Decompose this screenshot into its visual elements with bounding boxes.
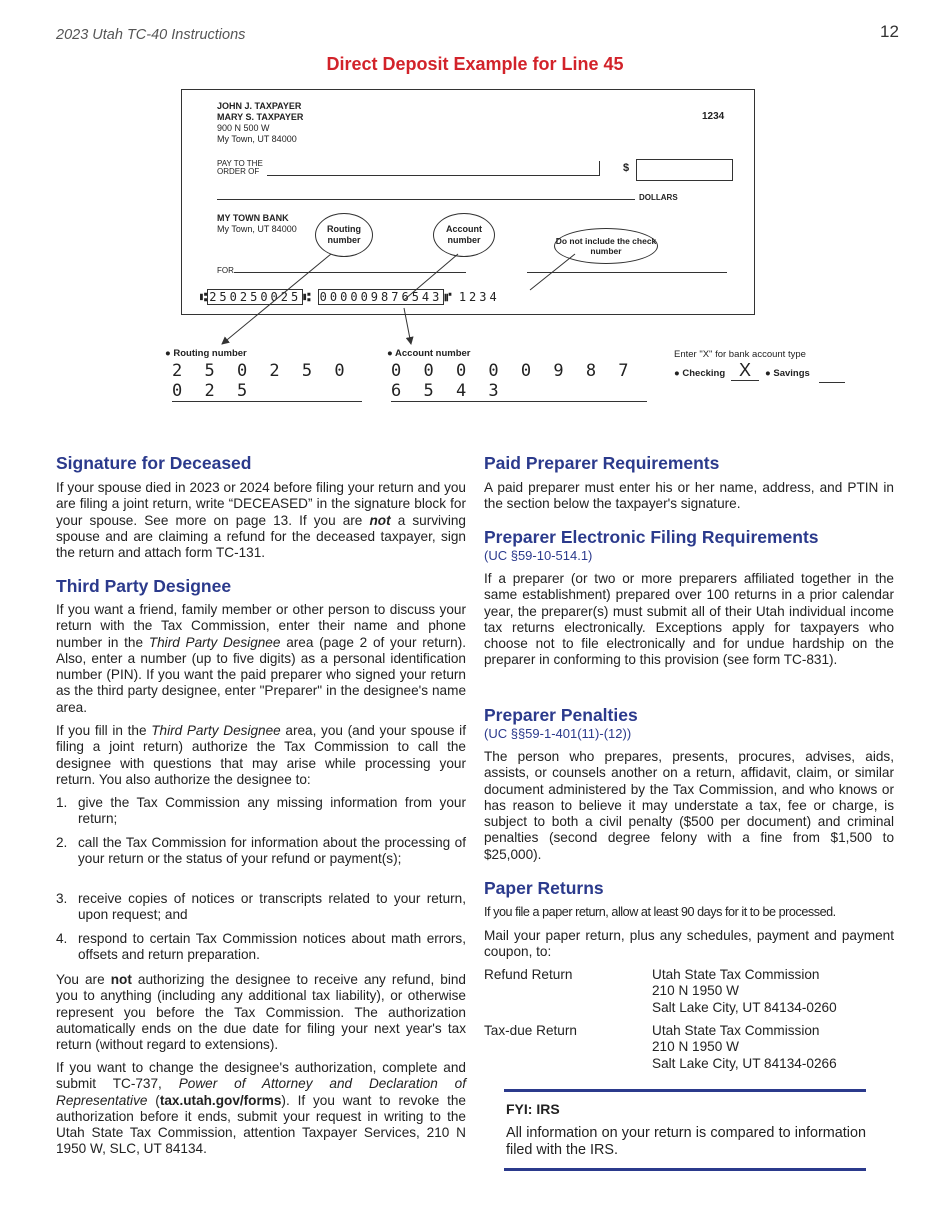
designee-paragraph-1: If you want a friend, family member or other person to discuss your return with the Tax Commission, enter their name and phone number in the Third Party Designee area (page 2 of your return). Also, enter a number (up to five digits) as a personal identification number (PIN). If you want the paid preparer who signed your return as the third party designee, enter "Preparer" in the designee's name area. <box>56 602 467 715</box>
refund-return-label: Refund Return <box>484 967 573 982</box>
bank-name: MY TOWN BANK <box>217 213 289 223</box>
deceased-paragraph-block <box>56 480 466 561</box>
check-name-2: MARY S. TAXPAYER <box>217 112 304 122</box>
pay-to-label-1: PAY TO THE <box>217 159 263 168</box>
fyi-paragraph: All information on your return is compared to information filed with the IRS. <box>506 1125 866 1158</box>
micr-check-number: 1234 <box>458 290 500 304</box>
routing-field-value: 2 5 0 2 5 0 0 2 5 <box>172 361 362 402</box>
designee-paragraph-1-block <box>56 602 466 716</box>
check-number: 1234 <box>702 111 725 122</box>
check-name-1: JOHN J. TAXPAYER <box>217 101 302 111</box>
left-column <box>56 453 466 474</box>
check-address-1: 900 N 500 W <box>217 123 270 133</box>
designee-paragraph-4-block <box>56 1060 466 1158</box>
right-column <box>484 453 894 474</box>
page-number: 12 <box>880 22 899 41</box>
on-us-symbol: ⑈ <box>444 290 459 304</box>
transit-symbol: ⑆ <box>303 290 318 304</box>
account-number-callout: Account number <box>433 213 495 257</box>
account-type-label: Enter "X" for bank account type <box>674 349 806 360</box>
penalties-reference: (UC §§59-1-401(11)-(12)) <box>484 726 632 741</box>
callout-arrows <box>0 0 950 360</box>
fyi-heading: FYI: IRS <box>506 1101 560 1117</box>
refund-address: Utah State Tax Commission 210 N 1950 W Salt Lake City, UT 84134-0260 <box>652 967 837 1015</box>
routing-arrow <box>222 254 331 344</box>
fyi-box <box>504 1089 866 1171</box>
designee-paragraph-3: You are not authorizing the designee to receive any refund, bind you to anything (including any additional tax liability), or otherwise represent you before the Tax Commission. The authorization automatically ends on the due date for filing your next year's tax return (without regard to extensions). <box>56 972 466 1053</box>
account-arrow-lower <box>404 308 411 344</box>
designee-heading: Third Party Designee <box>56 576 232 596</box>
efile-reference: (UC §59-10-514.1) <box>484 548 593 563</box>
routing-number-callout: Routing number <box>315 213 373 257</box>
penalties-paragraph: The person who prepares, presents, procures, advises, aids, assists, or counsels another on a return, affidavit, claim, or similar document administered by the Tax Commission, and who knows or has reason to believe it may understate a tax, fee or charge, is subject to both a civil penalty ($500 per document) and criminal penalties (second degree felony with a fine from $1,500 to $25,000). <box>484 749 894 862</box>
account-field-label: ● Account number <box>387 348 471 359</box>
designee-paragraph-4: If you want to change the designee's authorization, complete and submit TC-737, Power of Attorney and Declaration of Representative (tax.utah.gov/forms). If you want to revoke the authorization before it ends, submit your request in writing to the Utah State Tax Commission, attention Taxpayer Services, 210 N 1950 W, SLC, UT 84134. <box>56 1060 466 1157</box>
list-item: 2. call the Tax Commission for information about the processing of your return or the status of your refund or payment(s); <box>56 835 466 867</box>
savings-label: ● Savings <box>765 368 810 379</box>
list-item: 1. give the Tax Commission any missing information from your return; <box>56 795 466 827</box>
paid-preparer-heading: Paid Preparer Requirements <box>484 453 720 473</box>
designee-paragraph-2-block <box>56 723 466 788</box>
dollar-sign: $ <box>623 162 630 174</box>
paid-preparer-paragraph: A paid preparer must enter his or her name, address, and PTIN in the section below the taxpayer's signature. <box>484 480 894 512</box>
savings-blank <box>819 382 845 383</box>
paper-returns-note: If you file a paper return, allow at least 90 days for it to be processed. <box>484 905 836 919</box>
efile-paragraph: If a preparer (or two or more preparers affiliated together in the same establishment) prepared over 100 returns in a prior calendar year, the preparer(s) must submit all of their Utah individual income tax returns electronically. Exceptions apply for taxpayers who choose not to file electronically and for undue hardship on the preparer in conforming to this provision (see form TC-831). <box>484 571 894 668</box>
paper-returns-heading: Paper Returns <box>484 878 604 898</box>
deceased-paragraph: If your spouse died in 2023 or 2024 before filing your return and you are filing a joint return, write “DECEASED” in the signature block for your spouse. See more on page 13. If you are not a surviving spouse and are claiming a refund for the deceased taxpayer, sign the return and attach form TC-131. <box>56 480 466 561</box>
micr-account: 000009876543 <box>319 290 443 304</box>
check-number-callout: Do not include the check number <box>554 228 658 264</box>
list-item: 4. respond to certain Tax Commission notices about math errors, offsets and return preparation. <box>56 931 466 963</box>
section-title: Direct Deposit Example for Line 45 <box>326 54 624 74</box>
tax-due-return-label: Tax-due Return <box>484 1023 577 1038</box>
penalties-heading: Preparer Penalties <box>484 705 638 725</box>
account-arrow-upper <box>404 254 458 300</box>
checking-label: ● Checking <box>674 368 726 379</box>
routing-field-label: ● Routing number <box>165 348 247 359</box>
micr-routing: 250250025 <box>209 290 302 304</box>
pay-to-label-2: ORDER OF <box>217 167 260 176</box>
document-title: 2023 Utah TC-40 Instructions <box>56 27 246 43</box>
transit-symbol: ⑆ <box>200 290 208 304</box>
dollars-label: DOLLARS <box>639 193 678 202</box>
checking-mark: X <box>731 360 759 381</box>
memo-label: FOR <box>217 266 234 275</box>
account-field-value: 0 0 0 0 0 9 8 7 6 5 4 3 <box>391 361 647 402</box>
paper-returns-paragraph: Mail your paper return, plus any schedules, payment and payment coupon, to: <box>484 928 894 960</box>
check-number-arrow <box>530 254 575 290</box>
bank-address: My Town, UT 84000 <box>217 224 297 234</box>
designee-paragraph-3-block <box>56 972 466 1053</box>
check-address-2: My Town, UT 84000 <box>217 134 297 144</box>
efile-heading: Preparer Electronic Filing Requirements <box>484 527 819 547</box>
forms-link[interactable]: tax.utah.gov/forms <box>159 1092 282 1108</box>
deceased-heading: Signature for Deceased <box>56 453 252 473</box>
list-item: 3. receive copies of notices or transcripts related to your return, upon request; and <box>56 891 466 923</box>
tax-due-address: Utah State Tax Commission 210 N 1950 W Salt Lake City, UT 84134-0266 <box>652 1023 837 1071</box>
designee-paragraph-2: If you fill in the Third Party Designee area, you (and your spouse if filing a joint return) authorize the Tax Commission to call the designee with questions that may arise while processing your return. You also authorize the designee to: <box>56 723 466 787</box>
